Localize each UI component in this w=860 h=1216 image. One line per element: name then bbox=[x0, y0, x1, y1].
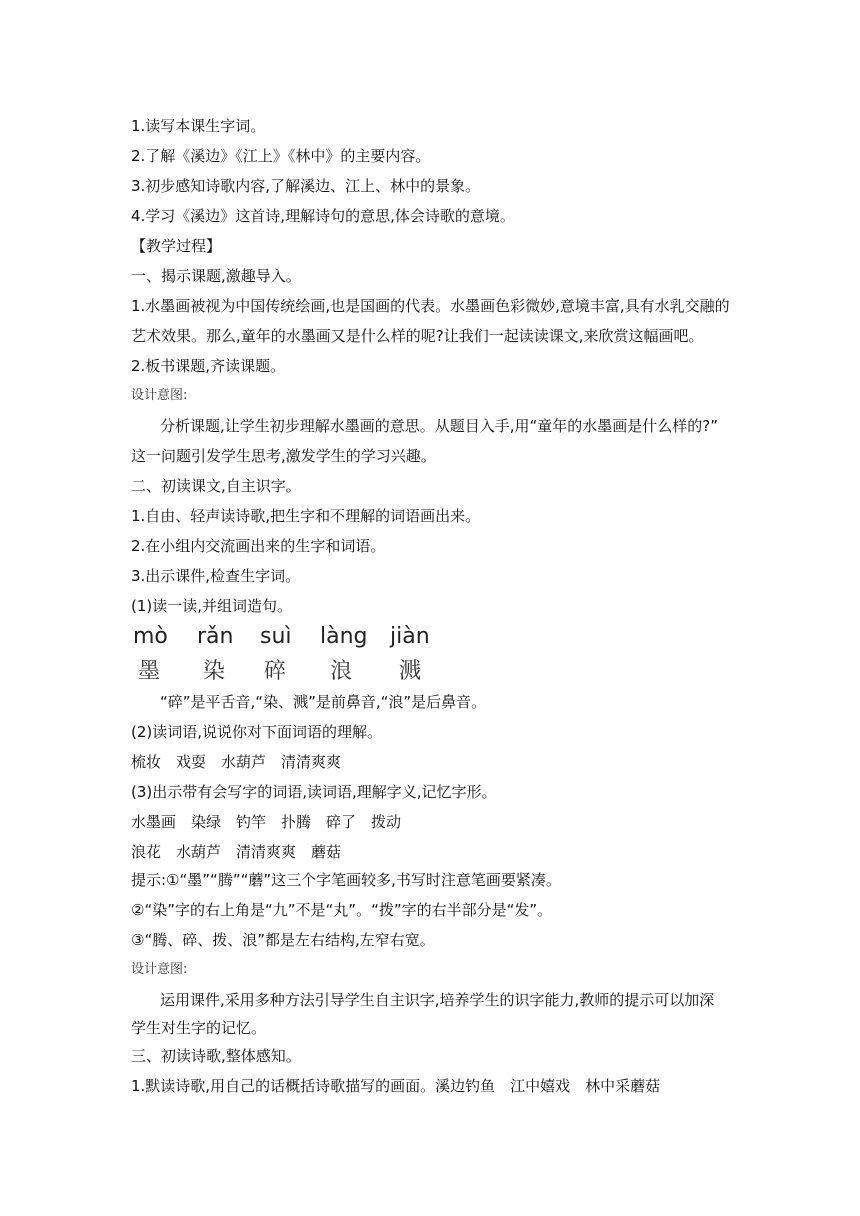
paragraph-line: 1.默读诗歌,用自己的话概括诗歌描写的画面。溪边钓鱼 江中嬉戏 林中采蘑菇 bbox=[131, 1077, 661, 1095]
design-intent-label: 设计意图: bbox=[131, 962, 188, 977]
paragraph-line: 1.自由、轻声读诗歌,把生字和不理解的词语画出来。 bbox=[131, 507, 481, 525]
section-heading-2: 二、初读课文,自主识字。 bbox=[131, 477, 301, 495]
hanzi-row bbox=[131, 654, 471, 684]
paragraph-line: 2.板书课题,齐读课题。 bbox=[131, 357, 286, 375]
pinyin-item: jiàn bbox=[390, 624, 430, 649]
word-list: 梳妆 戏耍 水葫芦 清清爽爽 bbox=[131, 753, 342, 771]
paragraph-line: 艺术效果。那么,童年的水墨画又是什么样的呢?让我们一起读读课文,来欣赏这幅画吧。 bbox=[131, 327, 704, 345]
pinyin-item: suì bbox=[260, 624, 292, 649]
section-heading-1: 一、揭示课题,激趣导入。 bbox=[131, 267, 301, 285]
pinyin-row bbox=[131, 624, 471, 652]
paragraph-line: 3.出示课件,检查生字词。 bbox=[131, 567, 301, 585]
objective-4: 4.学习《溪边》这首诗,理解诗句的意思,体会诗歌的意境。 bbox=[131, 207, 515, 225]
hanzi-item: 染 bbox=[203, 659, 226, 684]
hint-3: ③“腾、碎、拨、浪”都是左右结构,左窄右宽。 bbox=[131, 931, 435, 949]
design-intent-text: 运用课件,采用多种方法引导学生自主识字,培养学生的识字能力,教师的提示可以加深 bbox=[160, 991, 715, 1009]
section-heading-process: 【教学过程】 bbox=[131, 237, 222, 255]
hint-2: ②“染”字的右上角是“九”不是“丸”。“拨”字的右半部分是“发”。 bbox=[131, 901, 553, 919]
hanzi-item: 碎 bbox=[264, 659, 287, 684]
design-intent-label: 设计意图: bbox=[131, 388, 188, 403]
word-list: 浪花 水葫芦 清清爽爽 蘑菇 bbox=[131, 843, 342, 861]
paragraph-line: (3)出示带有会写字的词语,读词语,理解字义,记忆字形。 bbox=[131, 783, 497, 801]
section-heading-3: 三、初读诗歌,整体感知。 bbox=[131, 1047, 301, 1065]
design-intent-text: 分析课题,让学生初步理解水墨画的意思。从题目入手,用“童年的水墨画是什么样的?” bbox=[160, 417, 719, 435]
hanzi-item: 浪 bbox=[330, 659, 353, 684]
pronunciation-note: “碎”是平舌音,“染、溅”是前鼻音,“浪”是后鼻音。 bbox=[160, 693, 487, 711]
paragraph-line: (2)读词语,说说你对下面词语的理解。 bbox=[131, 723, 383, 741]
paragraph-line: 2.在小组内交流画出来的生字和词语。 bbox=[131, 537, 386, 555]
hanzi-item: 墨 bbox=[138, 659, 161, 684]
paragraph-line: (1)读一读,并组词造句。 bbox=[131, 597, 293, 615]
objective-3: 3.初步感知诗歌内容,了解溪边、江上、林中的景象。 bbox=[131, 177, 481, 195]
pinyin-item: rǎn bbox=[197, 624, 234, 649]
word-list: 水墨画 染绿 钓竿 扑腾 碎了 拨动 bbox=[131, 813, 402, 831]
design-intent-text: 这一问题引发学生思考,激发学生的学习兴趣。 bbox=[131, 447, 436, 465]
pinyin-item: làng bbox=[320, 624, 368, 649]
hanzi-item: 溅 bbox=[399, 659, 422, 684]
hint-1: 提示:①“墨”“腾”“蘑”这三个字笔画较多,书写时注意笔画要紧凑。 bbox=[131, 871, 561, 889]
objective-1: 1.读写本课生字词。 bbox=[131, 117, 266, 135]
paragraph-line: 1.水墨画被视为中国传统绘画,也是国画的代表。水墨画色彩微妙,意境丰富,具有水乳交融的 bbox=[131, 297, 730, 315]
objective-2: 2.了解《溪边》《江上》《林中》的主要内容。 bbox=[131, 147, 431, 165]
design-intent-text: 学生对生字的记忆。 bbox=[131, 1019, 267, 1037]
pinyin-item: mò bbox=[133, 624, 168, 649]
